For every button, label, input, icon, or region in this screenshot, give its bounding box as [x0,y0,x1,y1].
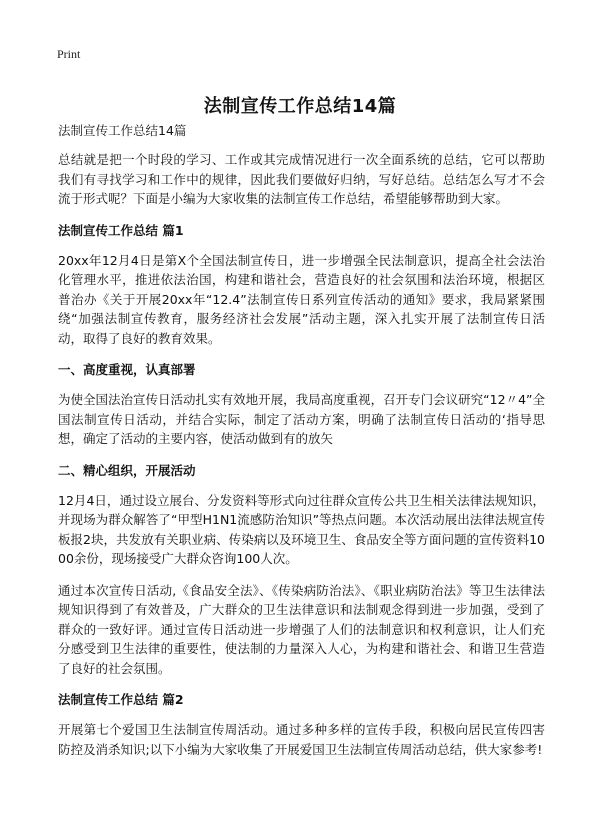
intro-paragraph: 总结就是把一个时段的学习、工作或其完成情况进行一次全面系统的总结，它可以帮助我们有寻找学习和工作中的规律，因此我们要做好归纳，写好总结。总结怎么写才不会流于形式呢？下面是小编为大家收集的法制宣传工作总结，希望能够帮助到大家。 [58,152,545,206]
activity-paragraph: 12月4日，通过设立展台、分发资料等形式向过往群众宣传公共卫生相关法律法规知识，并现场为群众解答了“甲型H1N1流感防治知识”等热点问题。本次活动展出法律法规宣传板报2块，共发放有关职业病、传染病以及环境卫生、食品安全等方面问题的宣传资料1000余份，现场接受广大群众咨询100人次。 [58,492,545,566]
document-subtitle: 法制宣传工作总结14篇 [58,123,187,138]
page-title: 法制宣传工作总结14篇 [203,96,397,118]
document-body [58,121,545,771]
section-heading-part2: 法制宣传工作总结 篇2 [58,692,184,707]
section-heading-organize: 二、精心组织，开展活动 [58,462,196,478]
print-label: Print [57,47,81,61]
section-heading-part1: 法制宣传工作总结 篇1 [58,222,184,238]
results-paragraph: 通过本次宣传日活动,《食品安全法》、《传染病防治法》、《职业病防治法》等卫生法律法规知识得到了有效普及，广大群众的卫生法律意识和法制观念得到进一步加强，受到了群众的一致好评。通过宣传日活动进一步增强了人们的法制意识和权利意识，让人们充分感受到卫生法律的重要性，使法制的力量深入人心，为构建和谐社会、和谐卫生营造了良好的社会氛围。 [58,582,545,676]
section-heading-importance: 一、高度重视，认真部署 [58,362,196,377]
importance-paragraph: 为使全国法治宣传日活动扎实有效地开展，我局高度重视，召开专门会议研究“12〃4”全国法制宣传日活动，并结合实际，制定了活动方案，明确了法制宣传日活动的‘指导思想，确定了活动的主要内容，使活动做到有的放矢 [58,392,545,446]
part1-intro-paragraph: 20xx年12月4日是第X个全国法制宣传日，进一步增强全民法制意识，提高全社会法治化管理水平，推进依法治国，构建和谐社会，营造良好的社会氛围和法治环境，根据区普治办《关于开展20xx年“12.4”法制宣传日系列宣传活动的通知》要求，我局紧紧围绕“加强法制宣传教育，服务经济社会发展”活动主题，深入扎实开展了法制宣传日活动，取得了良好的教育效果。 [58,252,545,346]
part2-intro-paragraph: 开展第七个爱国卫生法制宣传周活动。通过多种多样的宣传手段，积极向居民宣传四害防控及消杀知识;以下小编为大家收集了开展爱国卫生法制宣传周活动总结，供大家参考! [58,722,545,757]
